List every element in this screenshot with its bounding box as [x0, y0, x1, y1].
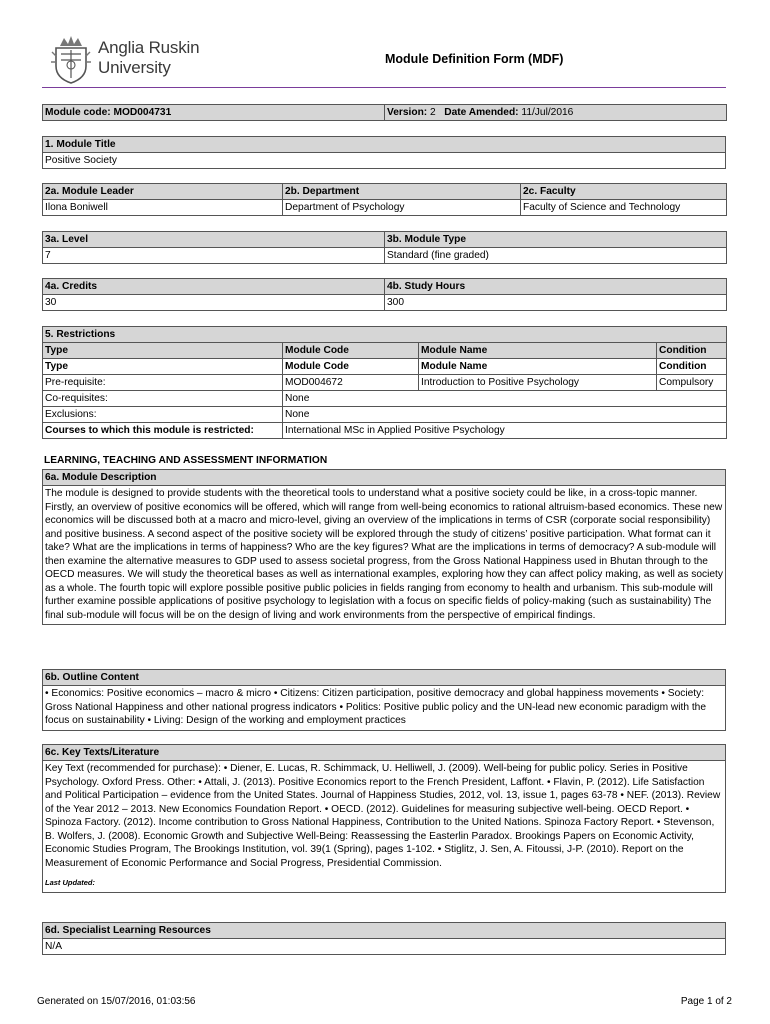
restrictions-table — [42, 326, 727, 439]
corequisites-label: Co-requisites: — [43, 391, 283, 407]
restrictions-col-type: Type — [43, 343, 283, 359]
prerequisite-code: MOD004672 — [283, 375, 419, 391]
prerequisite-name: Introduction to Positive Psychology — [419, 375, 657, 391]
level-value: 7 — [43, 248, 385, 264]
exclusions-label: Exclusions: — [43, 407, 283, 423]
restrictions-col-code: Module Code — [283, 343, 419, 359]
outline-content-text: • Economics: Positive economics – macro & micro • Citizens: Citizen participation, positive democracy and global happiness movements • Society: Gross National Happiness and other national progress indicators • Politics: Positive public policy and the UN-lead new economic paradigm with the focus on sustainability • Living: Design of the working and employment practices — [43, 686, 726, 731]
date-amended-label: Date Amended: — [444, 107, 519, 118]
module-description-text: The module is designed to provide students with the theoretical tools to understand what a positive society could be like, in a cross-topic manner. Firstly, an overview of positive economics will be offered, which will range from well-being economics to rational altruism-based economics. These new economics will be discussed both at a macro and micro-level, giving an overview of the implications in terms of CSR (corporate social responsibility) and positive business. A second aspect of the positive society will be explored through the study of citizens’ positive participation. What format can it take? What are the implications in terms of happiness? Who are the key figures? What are the implications in terms of democracy? A sub-module will then examine the alternative measures to GDP used to assess societal progress, from the Gross National Happiness used in Bhutan through to the OECD measures. We will study the theoretical bases as well as international examples, exploring how they can affect policy making, as well as society as a whole. The fourth topic will explore possible positive public policies in fields ranging from economy to health and urbanism. This sub-module will further examine possible applications of positive psychology to legislation with a focus on specific fields of policy-making (such as sustainability) The final sub-module will focus will be on the design of living and work environments from the perspective of empirical findings. — [43, 486, 726, 625]
date-amended-value: 11/Jul/2016 — [521, 107, 574, 118]
level-heading: 3a. Level — [43, 232, 385, 248]
outline-content-table — [42, 669, 726, 731]
module-type-heading: 3b. Module Type — [385, 232, 727, 248]
restrictions-col-name: Module Name — [419, 359, 657, 375]
table-row — [43, 407, 727, 423]
last-updated-label: Last Updated: — [45, 878, 96, 887]
restricted-courses-value: International MSc in Applied Positive Psychology — [283, 423, 727, 439]
module-leader-heading: 2a. Module Leader — [43, 184, 283, 200]
logo-text-line2: University — [98, 58, 171, 77]
exclusions-value: None — [283, 407, 727, 423]
restricted-courses-label: Courses to which this module is restricted: — [43, 423, 283, 439]
key-texts-table — [42, 744, 726, 893]
learning-resources-table — [42, 922, 726, 955]
table-row — [43, 391, 727, 407]
version-label: Version: — [387, 107, 428, 118]
level-type-table — [42, 231, 727, 264]
table-row — [43, 375, 727, 391]
module-description-table — [42, 469, 726, 625]
outline-content-heading: 6b. Outline Content — [43, 670, 726, 686]
module-leader-value: Ilona Boniwell — [43, 200, 283, 216]
restrictions-heading: 5. Restrictions — [43, 327, 727, 343]
version-value: 2 — [430, 107, 436, 118]
corequisites-value: None — [283, 391, 727, 407]
logo-text-line1: Anglia Ruskin — [98, 38, 200, 57]
university-logo — [50, 34, 210, 84]
module-code-table — [42, 104, 727, 121]
version-date-cell — [385, 105, 727, 121]
module-type-value: Standard (fine graded) — [385, 248, 727, 264]
credits-value: 30 — [43, 295, 385, 311]
credits-hours-table — [42, 278, 727, 311]
key-texts-text: Key Text (recommended for purchase): • Diener, E. Lucas, R. Schimmack, U. Helliwell, J. (2009). Well-being for public policy. Series in Positive Psychology. Oxford Press. Other: • Attali, J. (2013). Positive Economics report to the French President, Laffont. • Flavin, P. (2012). Life Satisfaction and Political Participation – evidence from the United States. Journal of Happiness Studies, 2012, vol. 13, issue 1, pages 63-78 • NEF. (2013). Review of the Year 2012 – 2013. New Economics Foundation Report. • OECD. (2012). Guidelines for measuring subjective well-being. OECD Report. • Spinoza Factory. (2012). Income contribution to Gross National Happiness, Contribution to the United Nations. Spinoza Factory Report. • Stevenson, B. Wolfers, J. (2008). Economic Growth and Subjective Well-Being: Reassessing the Easterlin Paradox. Brookings Papers on Economic Activity, Economic Studies Program, The Brookings Institution, vol. 39(1 (Spring), pages 1-102. • Stiglitz, J. Sen, A. Fitoussi, J-P. (2010). Report on the Measurement of Economic Performance and Social Progress, Presidential Commission. — [45, 763, 721, 869]
credits-heading: 4a. Credits — [43, 279, 385, 295]
module-title-heading: 1. Module Title — [43, 137, 726, 153]
study-hours-value: 300 — [385, 295, 727, 311]
restrictions-col-name: Module Name — [419, 343, 657, 359]
restrictions-col-type: Type — [43, 359, 283, 375]
prerequisite-label: Pre-requisite: — [43, 375, 283, 391]
restrictions-col-condition: Condition — [657, 359, 727, 375]
lta-section-caption: LEARNING, TEACHING AND ASSESSMENT INFORMATION — [44, 455, 328, 466]
department-heading: 2b. Department — [283, 184, 521, 200]
module-description-heading: 6a. Module Description — [43, 470, 726, 486]
study-hours-heading: 4b. Study Hours — [385, 279, 727, 295]
module-title-value: Positive Society — [43, 153, 726, 169]
document-title: Module Definition Form (MDF) — [385, 52, 564, 66]
header-rule — [42, 87, 726, 88]
restrictions-col-code: Module Code — [283, 359, 419, 375]
restrictions-col-condition: Condition — [657, 343, 727, 359]
university-crest-icon — [50, 34, 92, 84]
leader-department-table — [42, 183, 727, 216]
learning-resources-heading: 6d. Specialist Learning Resources — [43, 923, 726, 939]
department-value: Department of Psychology — [283, 200, 521, 216]
generated-timestamp: Generated on 15/07/2016, 01:03:56 — [37, 996, 196, 1007]
key-texts-cell — [43, 761, 726, 893]
page-number: Page 1 of 2 — [680, 996, 732, 1007]
prerequisite-condition: Compulsory — [657, 375, 727, 391]
faculty-value: Faculty of Science and Technology — [521, 200, 727, 216]
module-title-table — [42, 136, 726, 169]
faculty-heading: 2c. Faculty — [521, 184, 727, 200]
key-texts-heading: 6c. Key Texts/Literature — [43, 745, 726, 761]
table-row — [43, 423, 727, 439]
learning-resources-value: N/A — [43, 939, 726, 955]
module-code-cell: Module code: MOD004731 — [43, 105, 385, 121]
